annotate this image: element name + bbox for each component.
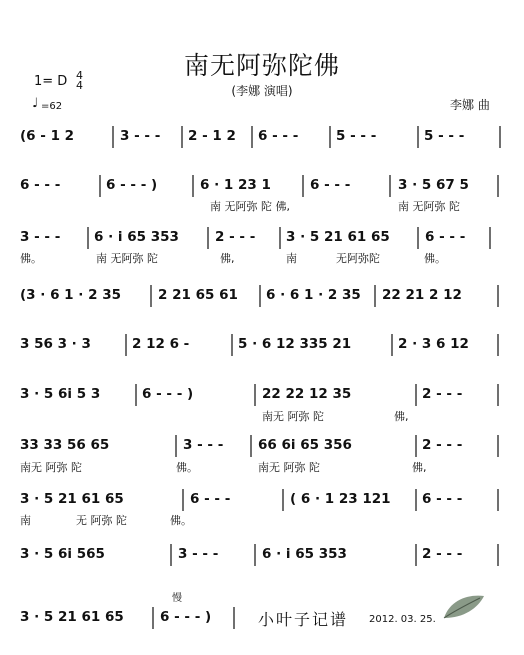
measure: (6 - 1 2 [20, 128, 75, 144]
lyric-line [0, 250, 524, 264]
lyric-segment: 南 无阿弥 陀 [398, 200, 460, 213]
lyric-segment: 佛, [394, 410, 409, 423]
lyric-line [0, 198, 524, 212]
measure: 5 - - - [336, 128, 377, 144]
barline-layer [0, 544, 524, 566]
tempo: =62 [41, 101, 63, 112]
lyric-line [0, 408, 524, 422]
barline-layer [0, 175, 524, 197]
measure: 6 · 1 23 1 [200, 177, 271, 193]
time-bottom: 4 [76, 79, 83, 92]
lyric-segment: 无 阿弥 陀 [76, 514, 127, 527]
measure: (3 · 6 1 · 2 35 [20, 287, 121, 303]
measure: 2 - - - [422, 386, 463, 402]
page-title: 南无阿弥陀佛 [183, 51, 340, 80]
measure: 2 12 6 - [132, 336, 190, 352]
measure: 2 - - - [215, 229, 256, 245]
lyric-line [0, 512, 524, 526]
measure: 5 · 6 12 335 21 [238, 336, 352, 352]
lyric-segment: 南无 阿弥 陀 [20, 461, 82, 474]
measure: 2 21 65 61 [158, 287, 238, 303]
barline-layer [0, 227, 524, 249]
lyric-segment: 无阿弥陀 [336, 252, 380, 265]
lyric-segment: 佛。 [20, 252, 42, 265]
tempo-marking: 慢 [172, 593, 182, 604]
quarter-note-icon: ♩ [32, 96, 39, 111]
measure: 2 - 1 2 [188, 128, 236, 144]
barline-layer [0, 489, 524, 511]
lyric-segment: 南无 阿弥 陀 [258, 461, 320, 474]
measure: 33 33 56 65 [20, 437, 110, 453]
measure: 3 - - - [20, 229, 61, 245]
composer: 李娜 曲 [450, 98, 490, 112]
lyric-segment: 佛, [220, 252, 235, 265]
notation-line [0, 386, 524, 404]
measure: 3 56 3 · 3 [20, 336, 91, 352]
time-top: 4 [76, 69, 83, 82]
measure: 6 - - - ) [142, 386, 194, 402]
measure: 6 - - - [310, 177, 351, 193]
barline-layer [0, 334, 524, 356]
measure: 3 - - - [120, 128, 161, 144]
notation-line [0, 546, 524, 564]
barline-layer [0, 384, 524, 406]
measure: 6 - - - [425, 229, 466, 245]
leaf-icon [440, 592, 486, 622]
measure: 6 · 6 1 · 2 35 [266, 287, 361, 303]
time-signature [76, 71, 83, 91]
lyric-segment: 南 [20, 514, 31, 527]
notation-line [0, 437, 524, 455]
measure: 3 · 5 6i 565 [20, 546, 105, 562]
lyric-segment: 佛。 [176, 461, 198, 474]
measure: 66 6i 65 356 [258, 437, 352, 453]
measure: 2 - - - [422, 546, 463, 562]
measure: 3 · 5 21 61 65 [20, 491, 124, 507]
measure: 6 - - - ) [160, 609, 212, 625]
notation-line [0, 229, 524, 247]
measure: 3 - - - [183, 437, 224, 453]
transcriber-brand: 小叶子记谱 [258, 610, 349, 629]
lyric-segment: 南无 阿弥 陀 [262, 410, 324, 423]
measure: 22 21 2 12 [382, 287, 462, 303]
notation-line [0, 177, 524, 195]
measure: 3 · 5 21 61 65 [20, 609, 124, 625]
lyric-segment: 南 无阿弥 陀 [96, 252, 158, 265]
lyric-segment: 佛。 [424, 252, 446, 265]
transcription-date: 2012. 03. 25. [369, 614, 436, 625]
measure: 22 22 12 35 [262, 386, 352, 402]
notation-line [0, 128, 524, 146]
barline-layer [0, 285, 524, 307]
barline-layer [0, 126, 524, 148]
measure: 2 · 3 6 12 [398, 336, 469, 352]
notation-line [0, 287, 524, 305]
notation-line [0, 491, 524, 509]
lyric-segment: 南 [286, 252, 297, 265]
measure: 6 - - - [422, 491, 463, 507]
key-signature: 1= D [34, 74, 68, 89]
measure: 6 - - - [190, 491, 231, 507]
measure: 3 · 5 21 61 65 [286, 229, 390, 245]
measure: 6 - - - [20, 177, 61, 193]
lyric-segment: 南 无阿弥 陀 佛, [210, 200, 290, 213]
measure: 6 - - - ) [106, 177, 158, 193]
measure: 3 · 5 6i 5 3 [20, 386, 101, 402]
lyric-line [0, 459, 524, 473]
performer-note: (李娜 演唱) [231, 84, 293, 98]
notation-line [0, 336, 524, 354]
measure: 3 · 5 67 5 [398, 177, 469, 193]
measure: 6 · i 65 353 [94, 229, 179, 245]
measure: 5 - - - [424, 128, 465, 144]
measure: 3 - - - [178, 546, 219, 562]
lyric-segment: 佛, [412, 461, 427, 474]
barline-layer [0, 435, 524, 457]
lyric-segment: 佛。 [170, 514, 192, 527]
measure: 6 - - - [258, 128, 299, 144]
measure: 6 · i 65 353 [262, 546, 347, 562]
measure: 2 - - - [422, 437, 463, 453]
measure: ( 6 · 1 23 121 [290, 491, 391, 507]
